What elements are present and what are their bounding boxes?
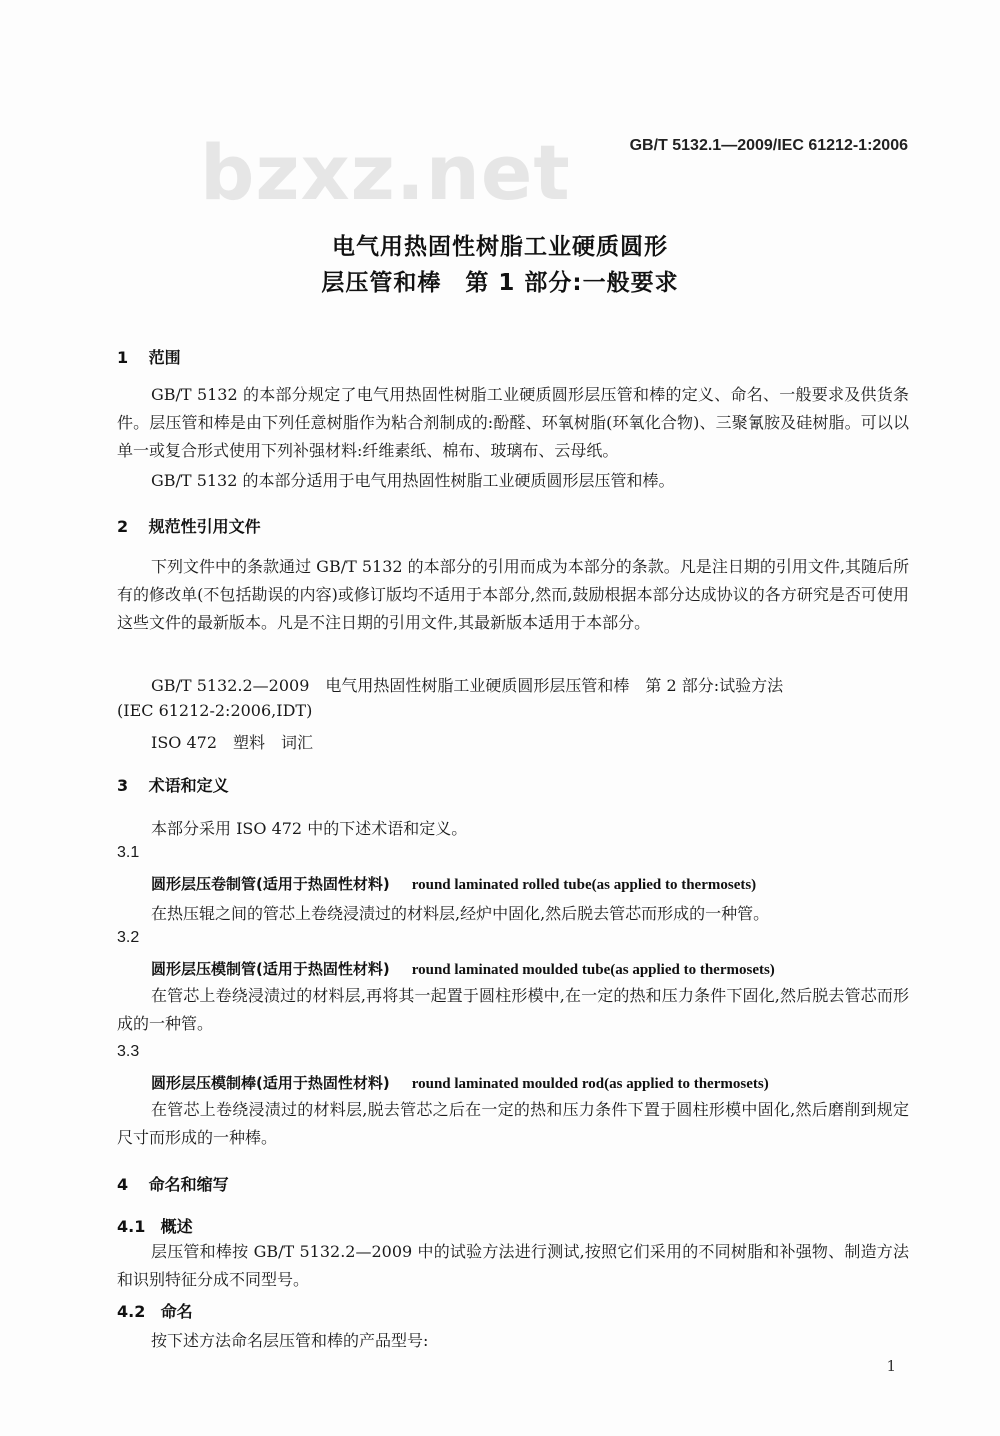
reference-2: ISO 472 塑料 词汇 — [151, 733, 314, 752]
section-title: 规范性引用文件 — [148, 517, 261, 536]
standard-code: GB/T 5132.1—2009/IEC 61212-1:2006 — [629, 137, 908, 154]
section-number: 2 — [117, 517, 129, 536]
term-english: round laminated moulded tube(as applied to thermosets) — [411, 962, 775, 978]
section-title: 术语和定义 — [148, 776, 229, 795]
term-3-3 — [151, 1072, 769, 1093]
section-number: 3 — [117, 776, 129, 795]
subsection-number: 4.2 — [117, 1302, 146, 1321]
section-title: 范围 — [148, 348, 181, 367]
subsection-title: 命名 — [160, 1302, 193, 1321]
term-3-2 — [151, 958, 775, 979]
term-chinese: 圆形层压模制管(适用于热固性材料) — [151, 960, 390, 978]
section-number: 1 — [117, 348, 129, 367]
reference-1-line-2: (IEC 61212-2:2006,IDT) — [117, 701, 313, 720]
term-3-2-number: 3.2 — [117, 929, 140, 946]
term-3-3-definition: 在管芯上卷绕浸渍过的材料层,脱去管芯之后在一定的热和压力条件下置于圆柱形模中固化,然后磨削到规定尺寸而形成的一种棒。 — [117, 1100, 909, 1147]
term-3-1-number: 3.1 — [117, 844, 140, 861]
term-english: round laminated rolled tube(as applied to thermosets) — [411, 877, 757, 893]
section-title: 命名和缩写 — [148, 1175, 229, 1194]
subsection-4-2-heading — [117, 1299, 193, 1322]
subsection-4-1-paragraph: 层压管和棒按 GB/T 5132.2—2009 中的试验方法进行测试,按照它们采用的不同树脂和补强物、制造方法和识别特征分成不同型号。 — [117, 1242, 909, 1289]
section-1-paragraph-2: GB/T 5132 的本部分适用于电气用热固性树脂工业硬质圆形层压管和棒。 — [151, 471, 675, 490]
subsection-4-2-paragraph: 按下述方法命名层压管和棒的产品型号: — [151, 1331, 429, 1350]
section-4-heading — [117, 1172, 229, 1195]
section-2-heading — [117, 514, 261, 537]
section-1-heading — [117, 345, 181, 368]
term-chinese: 圆形层压卷制管(适用于热固性材料) — [151, 875, 390, 893]
term-english: round laminated moulded rod(as applied to thermosets) — [411, 1076, 769, 1092]
section-number: 4 — [117, 1175, 129, 1194]
section-1-paragraph-1: GB/T 5132 的本部分规定了电气用热固性树脂工业硬质圆形层压管和棒的定义、命名、一般要求及供货条件。层压管和棒是由下列任意树脂作为粘合剂制成的:酚醛、环氧树脂(环氧化合物)、三聚氰胺及硅树脂。可以以单一或复合形式使用下列补强材料:纤维素纸、棉布、玻璃布、云母纸。 — [117, 385, 909, 460]
term-3-2-definition: 在管芯上卷绕浸渍过的材料层,再将其一起置于圆柱形模中,在一定的热和压力条件下固化,然后脱去管芯而形成的一种管。 — [117, 986, 909, 1033]
subsection-title: 概述 — [160, 1217, 193, 1236]
subsection-4-1-heading — [117, 1214, 193, 1237]
section-3-intro: 本部分采用 ISO 472 中的下述术语和定义。 — [151, 819, 468, 838]
term-chinese: 圆形层压模制棒(适用于热固性材料) — [151, 1074, 390, 1092]
term-3-1 — [151, 873, 756, 894]
term-3-3-number: 3.3 — [117, 1043, 140, 1060]
document-title-line-2: 层压管和棒 第 1 部分:一般要求 — [321, 270, 679, 296]
document-title-line-1: 电气用热固性树脂工业硬质圆形 — [332, 234, 668, 260]
section-2-paragraph-1: 下列文件中的条款通过 GB/T 5132 的本部分的引用而成为本部分的条款。凡是注日期的引用文件,其随后所有的修改单(不包括勘误的内容)或修订版均不适用于本部分,然而,鼓励根据本部分达成协议的各方研究是否可使用这些文件的最新版本。凡是不注日期的引用文件,其最新版本适用于本部分。 — [117, 557, 909, 632]
watermark: bzxz.net — [200, 128, 571, 217]
reference-1-line-1: GB/T 5132.2—2009 电气用热固性树脂工业硬质圆形层压管和棒 第 2 部分:试验方法 — [151, 676, 784, 695]
term-3-1-definition: 在热压辊之间的管芯上卷绕浸渍过的材料层,经炉中固化,然后脱去管芯而形成的一种管。 — [151, 904, 770, 923]
section-3-heading — [117, 773, 229, 796]
page-number: 1 — [886, 1357, 896, 1375]
subsection-number: 4.1 — [117, 1217, 146, 1236]
